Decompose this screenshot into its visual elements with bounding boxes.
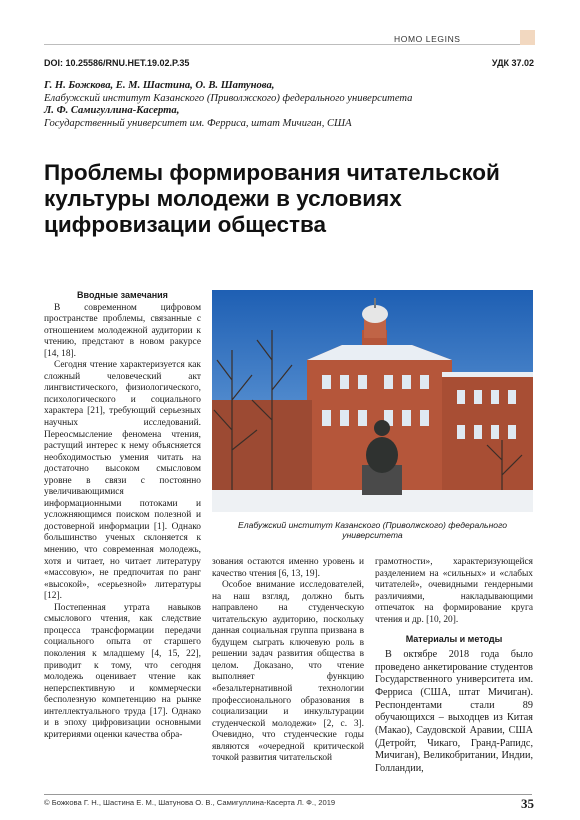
corner-accent: [520, 30, 535, 45]
paragraph: В октябре 2018 года было проведено анкетирование студентов Государственного университета им. Ферриса (США, штат Мичиган). Респондентами стали 89 обучающихся – выходцев из Китая (Макао), Саудовской Аравии, США (Детройт, Чикаго, Гранд-Рапидс, Мичиган), Великобритании, Индии, Голландии,: [375, 648, 533, 775]
article-title: Проблемы формирования читательской культуры молодежи в условиях цифровизации общества: [44, 160, 500, 237]
journal-name: HOMO LEGINS: [394, 34, 461, 44]
paragraph: Особое внимание исследователей, на наш взгляд, должно быть направлено на студенческую читательскую аудиторию, поскольку данная социальная группа призвана в будущем сыграть ключевую роль в решении задач развития общества в целом. Доказано, что чтение выполняет функцию «безальтернативной технологии профессионального образования в социализации и инкультурации студенческой молодежи» [2, с. 3]. Очевидно, что студенческие годы являются «очередной критической точкой развития читательской: [212, 580, 364, 764]
authors-block: [44, 80, 544, 130]
authors-affiliation-1: Елабужский институт Казанского (Приволжского) федерального университета: [44, 92, 413, 104]
paragraph: Сегодня чтение характеризуется как сложный человеческий акт лингвистического, физиологического, психологического и социального характера [21], требующий серьезных научных исследований. Переосмысление феномена чтения, растущий интерес к нему объясняется необходимостью умения читать на достаточно высоком смысловом уровне в связи с постоянно увеличивающимися информационными потоками и усложняющимся поиском полезной и достоверной информации [1]. Однако большинство ученых склоняется к мнению, что современная молодежь, хотя и читает, но читает литературу «массовую», не предпочитая по ранг «высокой», «серьезной» литературы [12].: [44, 360, 201, 602]
authors-names-1: Г. Н. Божкова, Е. М. Шастина, О. В. Шатунова,: [44, 80, 275, 91]
paragraph: Постепенная утрата навыков смыслового чтения, как следствие процесса трансформации передачи социального опыта от старшего поколения к младшему [4, 15, 22], приводит к тому, что сегодня молодежь оценивает чтение как неперспективную и коммерчески бесполезную компетенцию на рынке интеллектуального труда [17]. Однако и в эпоху цифровизации основными критериями оценки качества обра-: [44, 602, 201, 740]
doi: DOI: 10.25586/RNU.HET.19.02.P.35: [44, 58, 190, 68]
authors-affiliation-2: Государственный университет им. Ферриса, штат Мичиган, США: [44, 117, 352, 129]
column-1: [44, 290, 201, 741]
paragraph: В современном цифровом пространстве проблемы, связанные с отношением молодежной аудитории к чтению, предстают в новом ракурсе [14, 18].: [44, 302, 201, 359]
paragraph: зования остаются именно уровень и качество чтения [6, 13, 19].: [212, 557, 364, 579]
udk: УДК 37.02: [491, 58, 534, 68]
page-number: 35: [521, 796, 534, 811]
building-photo: [212, 290, 533, 512]
copyright: © Божкова Г. Н., Шастина Е. М., Шатунова О. В., Самигуллина-Касерта Л. Ф., 2019: [44, 798, 336, 807]
column-2: [212, 557, 364, 765]
column-3: [375, 557, 533, 776]
photo-caption: Елабужский институт Казанского (Приволжского) федерального университета: [237, 520, 507, 540]
authors-names-2: Л. Ф. Самигуллина-Касерта,: [44, 105, 180, 117]
paragraph: грамотности», характеризующейся разделением на «сильных» и «слабых читателей», очевидными гендерными различиями, накладывающими отпечаток на формирование круга чтения и др. [10, 20].: [375, 557, 533, 625]
header-rule: [44, 44, 532, 45]
footer-rule: [44, 794, 532, 795]
section-heading-methods: Материалы и методы: [405, 634, 503, 645]
section-heading-intro: Вводные замечания: [77, 290, 168, 300]
